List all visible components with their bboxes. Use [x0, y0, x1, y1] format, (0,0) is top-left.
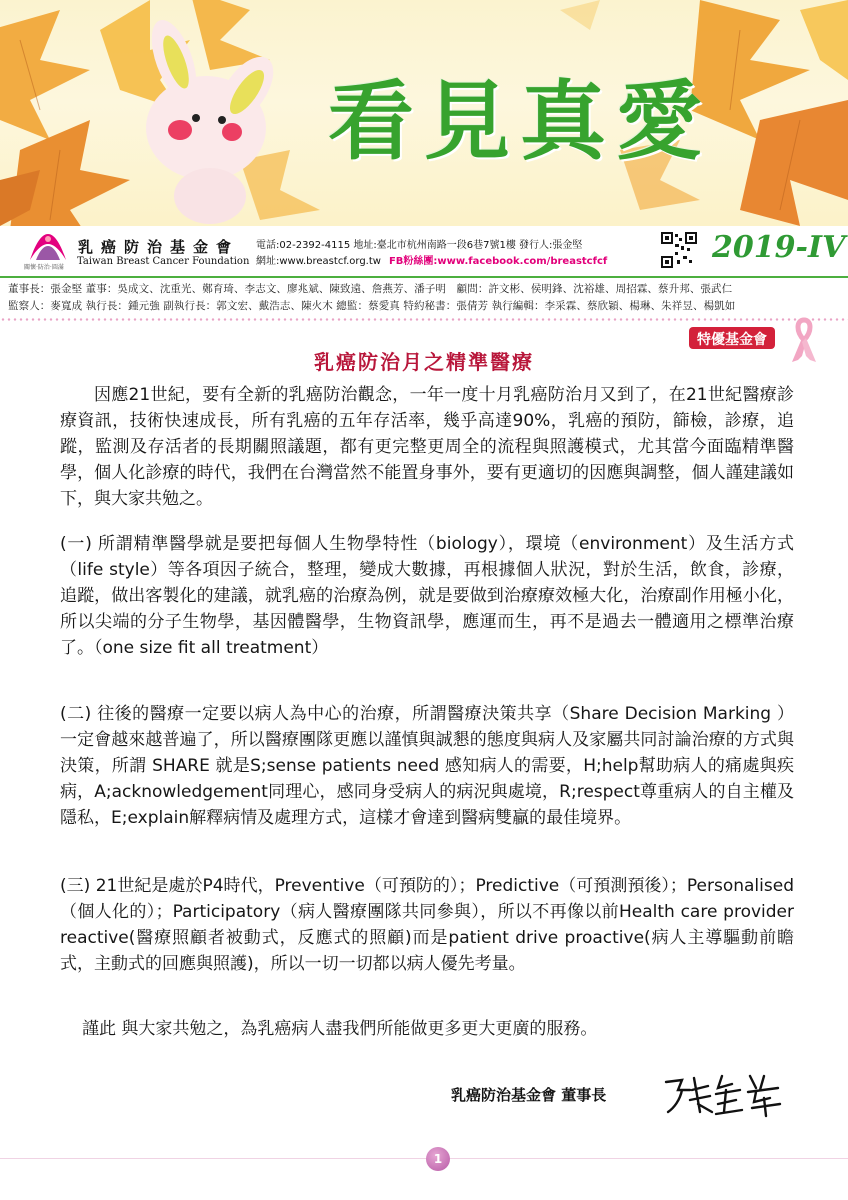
org-name-zh: 乳癌防治基金會 — [78, 238, 240, 256]
masthead-divider — [0, 276, 848, 278]
article-paragraph: (二) 往後的醫療一定要以病人為中心的治療，所謂醫療決策共享（Share Decision Marking ）一定會越來越普遍了，所以醫療團隊更應以謹慎與誠懇的態度與病人及家屬共同討論治療的方式與決策，所謂 SHARE 就是S;sense patients need 感知病人的需要，H;help幫助病人的痛處與疾病，A;acknowledgement同理心，感同身受病人的病況與處境，R;respect尊重病人的自主權及隱私，E;explain解釋病情及處理方式，這樣才會達到醫病雙贏的最佳境界。 — [60, 704, 794, 828]
issue-number: 2019-IV — [712, 230, 846, 265]
article-title: 乳癌防治月之精準醫療 — [314, 350, 534, 374]
article-paragraph: 因應21世紀，要有全新的乳癌防治觀念，一年一度十月乳癌防治月又到了，在21世紀醫療診療資訊，技術快速成長，所有乳癌的五年存活率，幾乎高達90%，乳癌的預防，篩檢，診療，追蹤，監測及存活者的長期關照議題，都有更完整更周全的流程與照護模式，尤其當今面臨精準醫學，個人化診療的時代，我們在台灣當然不能置身事外，要有更適切的因應與調整，個人謹建議如下，與大家共勉之。 — [60, 385, 794, 509]
contact-web-line — [256, 252, 607, 267]
article-paragraph: 謹此 與大家共勉之，為乳癌病人盡我們所能做更多更大更廣的服務。 — [82, 1019, 598, 1039]
org-name-en: Taiwan Breast Cancer Foundation — [77, 256, 250, 267]
signature-title: 乳癌防治基金會 董事長 — [451, 1086, 607, 1104]
foundation-logo-icon — [28, 230, 68, 262]
article-paragraph: (三) 21世紀是處於P4時代，Preventive（可預防的）；Predictive（可預測預後）；Personalised （個人化的）；Participatory（病人醫療團隊共同參與），所以不再像以前Health care provider reactive(醫療照顧者被動式，反應式的照顧)而是patient drive proactive(病人主導驅動前瞻式，主動式的回應與照護)，所以一切一切都以病人優先考量。 — [60, 876, 794, 974]
handwritten-signature — [660, 1068, 784, 1118]
qr-code-icon — [661, 232, 697, 268]
footer-line — [0, 1158, 848, 1159]
website-link[interactable]: 網址:www.breastcf.org.tw — [256, 256, 381, 267]
staff-line-executive: 監察人：麥寬成 執行長：鍾元強 副執行長：郭文宏、戴浩志、陳火木 總監：蔡愛真 特約秘書：張倩芳 執行編輯：李采霖、蔡欣穎、楊琳、朱祥昱、楊凱如 — [8, 300, 736, 312]
newsletter-title: 看見真愛 — [328, 71, 712, 172]
contact-line: 電話:02-2392-4115 地址:臺北市杭州南路一段6巷7號1樓 發行人:張金堅 — [256, 240, 583, 251]
article-paragraph: (一) 所謂精準醫學就是要把每個人生物學特性（biology），環境（environment）及生活方式（life style）等各項因子統合，整理，變成大數據，再根據個人狀況，對於生活，飲食，診療，追蹤，做出客製化的建議，就乳癌的治療為例，就是要做到治療療效極大化，治療副作用極小化，所以尖端的分子生物學，基因體醫學，生物資訊學，應運而生，再不是過去一體適用之標準治療了。（one size fit all treatment） — [60, 534, 794, 658]
dotted-divider — [0, 318, 848, 321]
page-number: 1 — [426, 1147, 450, 1171]
logo-motto: 關懷‧防治‧圓滿 — [24, 264, 64, 271]
facebook-link[interactable]: FB粉絲團:www.facebook.com/breastcfcf — [388, 256, 608, 267]
header-banner — [0, 0, 848, 226]
staff-line-board: 董事長：張金堅 董事：吳成文、沈重光、鄭育琦、李志文、廖兆斌、陳致遠、詹燕芳、潘子明 顧問：許文彬、侯明鋒、沈裕雄、周招霖、蔡升邦、張武仁 — [8, 283, 733, 295]
award-badge: 特優基金會 — [689, 327, 775, 349]
